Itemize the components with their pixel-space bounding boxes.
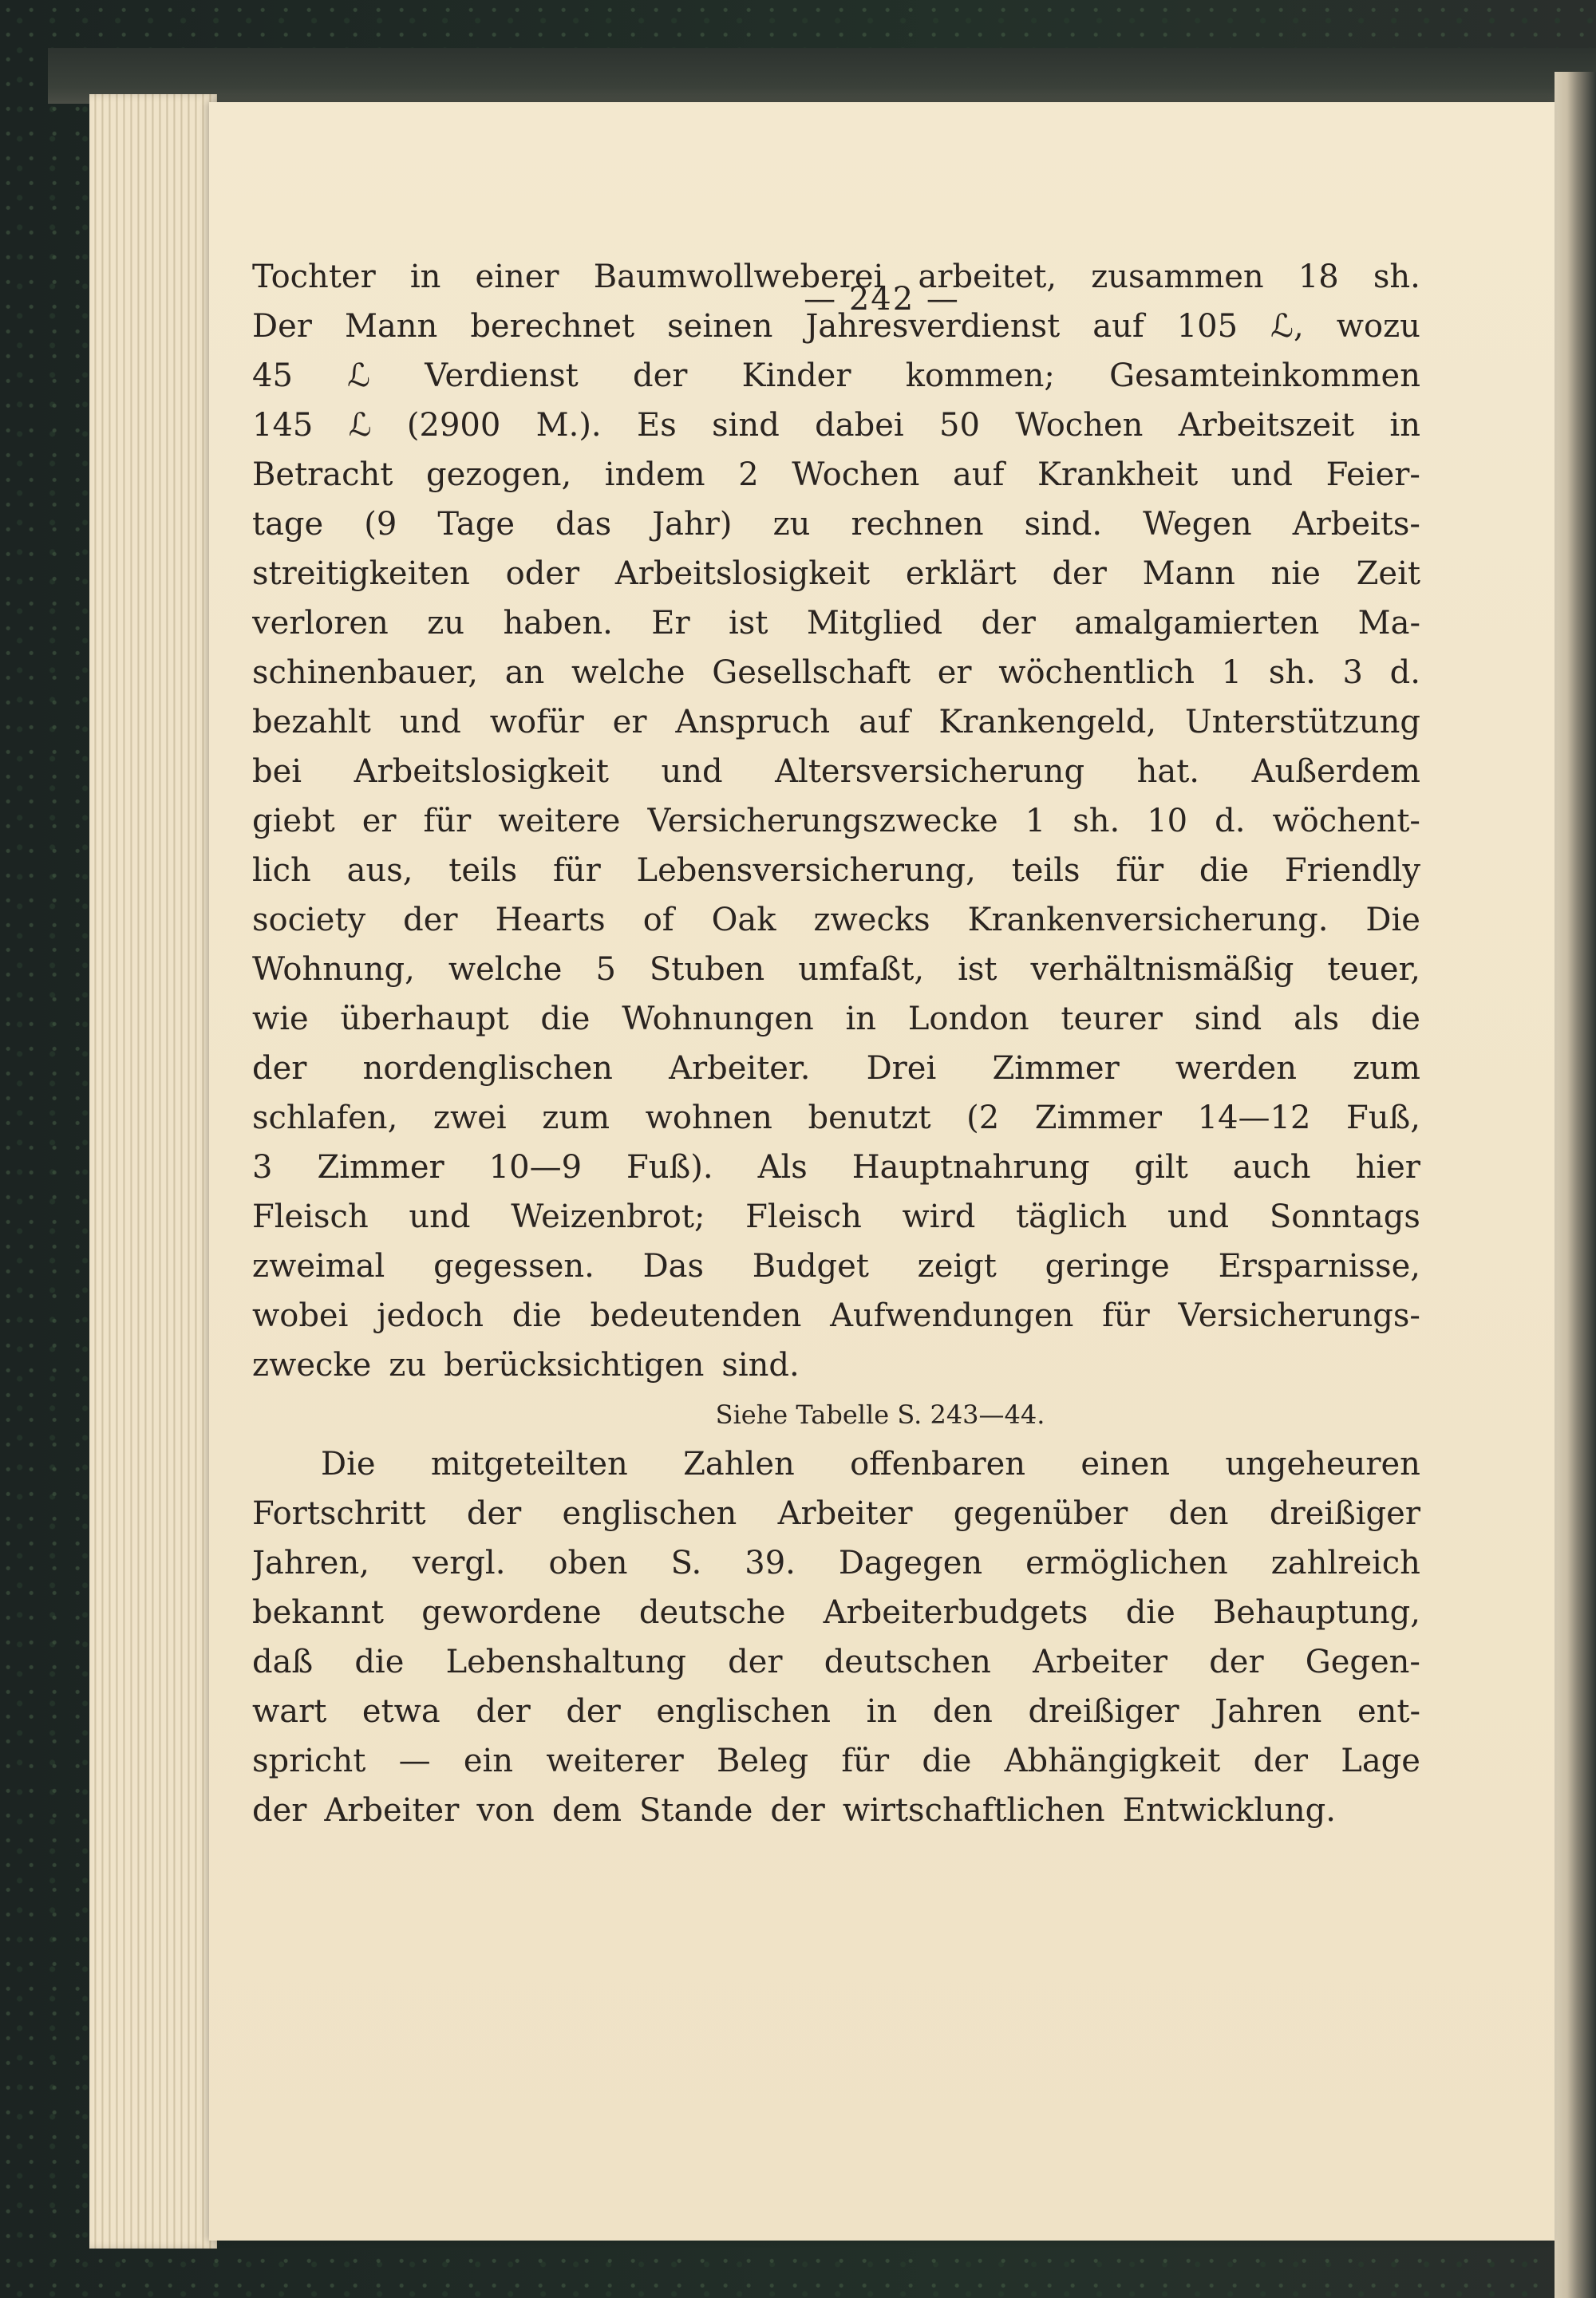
text-line: der nordenglischen Arbeiter. Drei Zimmer werden zum (252, 1050, 1420, 1087)
text-line: society der Hearts of Oak zwecks Krankenversicherung. Die (252, 902, 1420, 938)
text-line: Betracht gezogen, indem 2 Wochen auf Krankheit und Feier- (252, 456, 1420, 493)
text-line: schlafen, zwei zum wohnen benutzt (2 Zimmer 14—12 Fuß, (252, 1100, 1420, 1136)
text-line: 145 ℒ (2900 M.). Es sind dabei 50 Wochen Arbeitszeit in (252, 407, 1420, 444)
text-line: streitigkeiten oder Arbeitslosigkeit erklärt der Mann nie Zeit (252, 555, 1420, 592)
text-line: zwecke zu berücksichtigen sind. (252, 1347, 800, 1384)
text-line: daß die Lebenshaltung der deutschen Arbeiter der Gegen- (252, 1644, 1420, 1680)
book-cover-right (1555, 72, 1596, 2298)
text-line: Jahren, vergl. oben S. 39. Dagegen ermöglichen zahlreich (252, 1545, 1420, 1581)
text-line: Tochter in einer Baumwollweberei arbeitet, zusammen 18 sh. (252, 259, 1420, 295)
table-reference: Siehe Tabelle S. 243—44. (715, 1400, 1045, 1430)
text-line: bekannt gewordene deutsche Arbeiterbudgets die Behauptung, (252, 1594, 1420, 1631)
text-line: der Arbeiter von dem Stande der wirtschaftlichen Entwicklung. (252, 1792, 1336, 1829)
text-line: spricht — ein weiterer Beleg für die Abhängigkeit der Lage (252, 1743, 1420, 1779)
text-line: Fortschritt der englischen Arbeiter gegenüber den dreißiger (252, 1495, 1420, 1532)
page-text (252, 252, 1420, 1835)
text-line: bezahlt und wofür er Anspruch auf Krankengeld, Unterstützung (252, 704, 1420, 740)
text-line: Der Mann berechnet seinen Jahresverdienst auf 105 ℒ, wozu (252, 308, 1420, 345)
book-cover-top (48, 48, 1596, 104)
text-line: lich aus, teils für Lebensversicherung, teils für die Friendly (252, 852, 1420, 889)
text-line: Fleisch und Weizenbrot; Fleisch wird täglich und Sonntags (252, 1198, 1420, 1235)
text-line: wart etwa der der englischen in den dreißiger Jahren ent- (252, 1693, 1420, 1730)
page-number: — 242 — (804, 281, 960, 318)
text-line: bei Arbeitslosigkeit und Altersversicherung hat. Außerdem (252, 753, 1420, 790)
text-line: Die mitgeteilten Zahlen offenbaren einen ungeheuren (321, 1446, 1420, 1483)
text-line: 45 ℒ Verdienst der Kinder kommen; Gesamteinkommen (252, 357, 1420, 394)
text-line: 3 Zimmer 10—9 Fuß). Als Hauptnahrung gilt auch hier (252, 1149, 1420, 1186)
text-line: giebt er für weitere Versicherungszwecke 1 sh. 10 d. wöchent- (252, 803, 1420, 839)
paragraph-1 (252, 252, 1420, 1390)
text-line: Wohnung, welche 5 Stuben umfaßt, ist verhältnismäßig teuer, (252, 951, 1420, 988)
text-line: wobei jedoch die bedeutenden Aufwendungen für Versicherungs- (252, 1297, 1420, 1334)
paragraph-2 (252, 1439, 1420, 1835)
text-line: schinenbauer, an welche Gesellschaft er wöchentlich 1 sh. 3 d. (252, 654, 1420, 691)
text-line: tage (9 Tage das Jahr) zu rechnen sind. Wegen Arbeits- (252, 506, 1420, 543)
text-line: zweimal gegessen. Das Budget zeigt geringe Ersparnisse, (252, 1248, 1420, 1285)
text-line: wie überhaupt die Wohnungen in London teurer sind als die (252, 1001, 1420, 1037)
text-line: verloren zu haben. Er ist Mitglied der amalgamierten Ma- (252, 605, 1420, 642)
page-edges (89, 94, 217, 2249)
